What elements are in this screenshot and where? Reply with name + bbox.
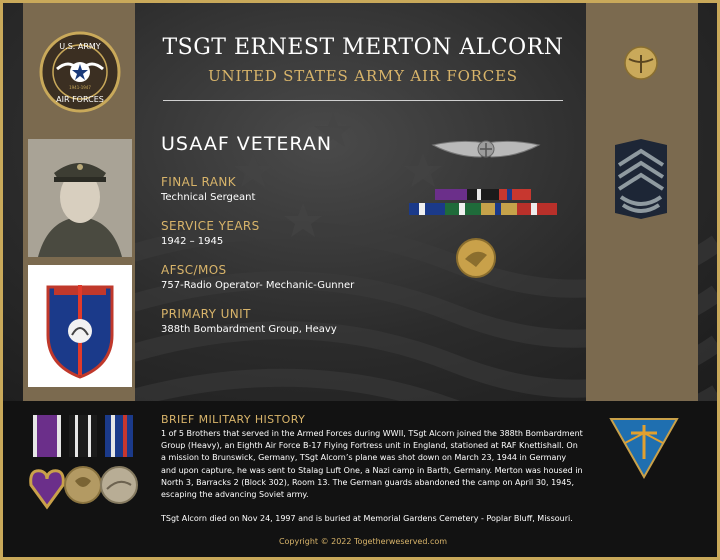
unit-patch-panel	[28, 265, 132, 387]
aircrew-wings-icon	[431, 135, 541, 169]
title-divider	[163, 100, 563, 101]
technical-sergeant-chevron-icon	[613, 139, 669, 219]
history-title: BRIEF MILITARY HISTORY	[161, 413, 306, 426]
portrait-photo	[28, 139, 132, 257]
eighth-af-patch-icon	[609, 415, 679, 479]
seal-bottom-text: AIR FORCES	[56, 95, 104, 104]
field-value-primary-unit: 388th Bombardment Group, Heavy	[161, 324, 337, 335]
death-note: TSgt Alcorn died on Nov 24, 1997 and is buried at Memorial Gardens Cemetery - Poplar Bluff, Missouri.	[161, 514, 573, 523]
pow-medal-icon	[63, 415, 103, 511]
field-label-afsc-mos: AFSC/MOS	[161, 263, 227, 277]
purple-heart-medal-icon	[27, 415, 67, 511]
certificate-frame	[3, 3, 717, 557]
field-value-final-rank: Technical Sergeant	[161, 192, 256, 203]
ruptured-duck-pin-icon	[455, 237, 497, 279]
field-value-afsc-mos: 757-Radio Operator- Mechanic-Gunner	[161, 280, 355, 291]
veteran-heading: USAAF VETERAN	[161, 133, 333, 155]
seal-year-text: 1941-1947	[69, 85, 91, 90]
history-line: Group (Heavy), an Eighth Air Force B-17 Flying Fortress unit in England, stationed at RAF Knettishall. On	[161, 441, 578, 451]
ribbon-bars-icon	[409, 189, 559, 219]
history-line: North 3, Barracks 2 (Block 302), Room 13. The German guards abandoned the camp on April 30, 1945,	[161, 477, 574, 487]
history-line: a mission to Brunswick, Germany, TSgt Alcorn’s plane was shot down on March 23, 1944 in Germany	[161, 453, 567, 463]
unit-patch-icon	[28, 265, 132, 387]
field-label-final-rank: FINAL RANK	[161, 175, 237, 189]
history-line: and upon capture, he was sent to Stalag Luft One, a Nazi camp in Barth, Germany. Merton was housed in	[161, 465, 583, 475]
field-value-service-years: 1942 – 1945	[161, 236, 224, 247]
field-label-service-years: SERVICE YEARS	[161, 219, 260, 233]
copyright-text: Copyright © 2022 Togetherweserved.com	[278, 537, 448, 546]
field-label-primary-unit: PRIMARY UNIT	[161, 307, 251, 321]
propeller-insignia-icon	[623, 45, 659, 81]
branch-name: UNITED STATES ARMY AIR FORCES	[208, 67, 518, 85]
army-air-forces-seal	[39, 31, 121, 113]
seal-top-text: U.S. ARMY	[59, 42, 101, 51]
history-line: 1 of 5 Brothers that served in the Armed Forces during WWII, TSgt Alcorn joined the 388th Bombardment	[161, 429, 583, 438]
veteran-name: TSGT ERNEST MERTON ALCORN	[162, 35, 564, 60]
history-line: escaping the advancing Soviet army.	[161, 490, 309, 500]
history-body	[161, 428, 591, 501]
campaign-medal-icon	[99, 415, 139, 511]
